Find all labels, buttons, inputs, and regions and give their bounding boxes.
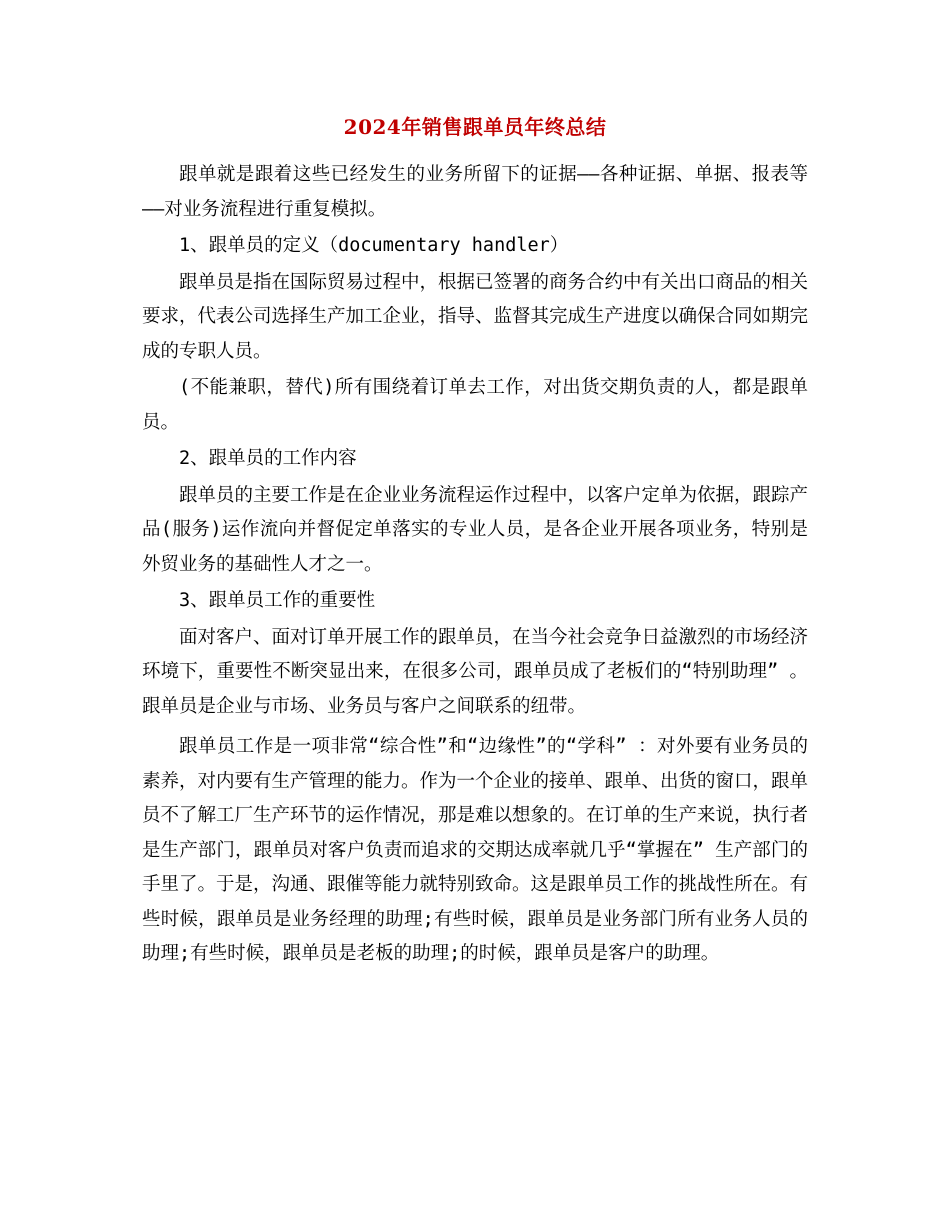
paragraph-work-content: 跟单员的主要工作是在企业业务流程运作过程中，以客户定单为依据，跟踪产品(服务)运作流向并督促定单落实的专业人员，是各企业开展各项业务，特别是外贸业务的基础性人才之一。 — [142, 484, 809, 575]
paragraph-scope: (不能兼职，替代)所有围绕着订单去工作，对出货交期负责的人，都是跟单员。 — [142, 377, 808, 433]
paragraph-definition: 跟单员是指在国际贸易过程中，根据已签署的商务合约中有关出口商品的相关要求，代表公司选择生产加工企业，指导、监督其完成生产进度以确保合同如期完成的专职人员。 — [142, 271, 809, 362]
document-body — [142, 158, 808, 972]
heading-definition: 1、跟单员的定义（documentary handler） — [179, 235, 569, 256]
heading-importance: 3、跟单员工作的重要性 — [179, 590, 376, 611]
paragraph-discipline: 跟单员工作是一项非常“综合性”和“边缘性”的“学科” ：对外要有业务员的素养，对内要有生产管理的能力。作为一个企业的接单、跟单、出货的窗口，跟单员不了解工厂生产环节的运作情况，那是难以想象的。在订单的生产来说，执行者是生产部门，跟单员对客户负责而追求的交期达成率就几乎“掌握在” 生产部门的手里了。于是，沟通、跟催等能力就特别致命。这是跟单员工作的挑战性所在。有些时候，跟单员是业务经理的助理;有些时候，跟单员是业务部门所有业务人员的助理;有些时候，跟单员是老板的助理;的时候，跟单员是客户的助理。 — [142, 736, 809, 964]
paragraph-importance: 面对客户、面对订单开展工作的跟单员，在当今社会竞争日益激烈的市场经济环境下，重要性不断突显出来，在很多公司，跟单员成了老板们的“特别助理” 。跟单员是企业与市场、业务员与客户之间联系的纽带。 — [142, 626, 809, 717]
document-title: 2024年销售跟单员年终总结 — [343, 115, 607, 139]
paragraph-intro: 跟单就是跟着这些已经发生的业务所留下的证据——各种证据、单据、报表等——对业务流程进行重复模拟。 — [142, 164, 808, 220]
heading-work-content: 2、跟单员的工作内容 — [179, 448, 357, 469]
